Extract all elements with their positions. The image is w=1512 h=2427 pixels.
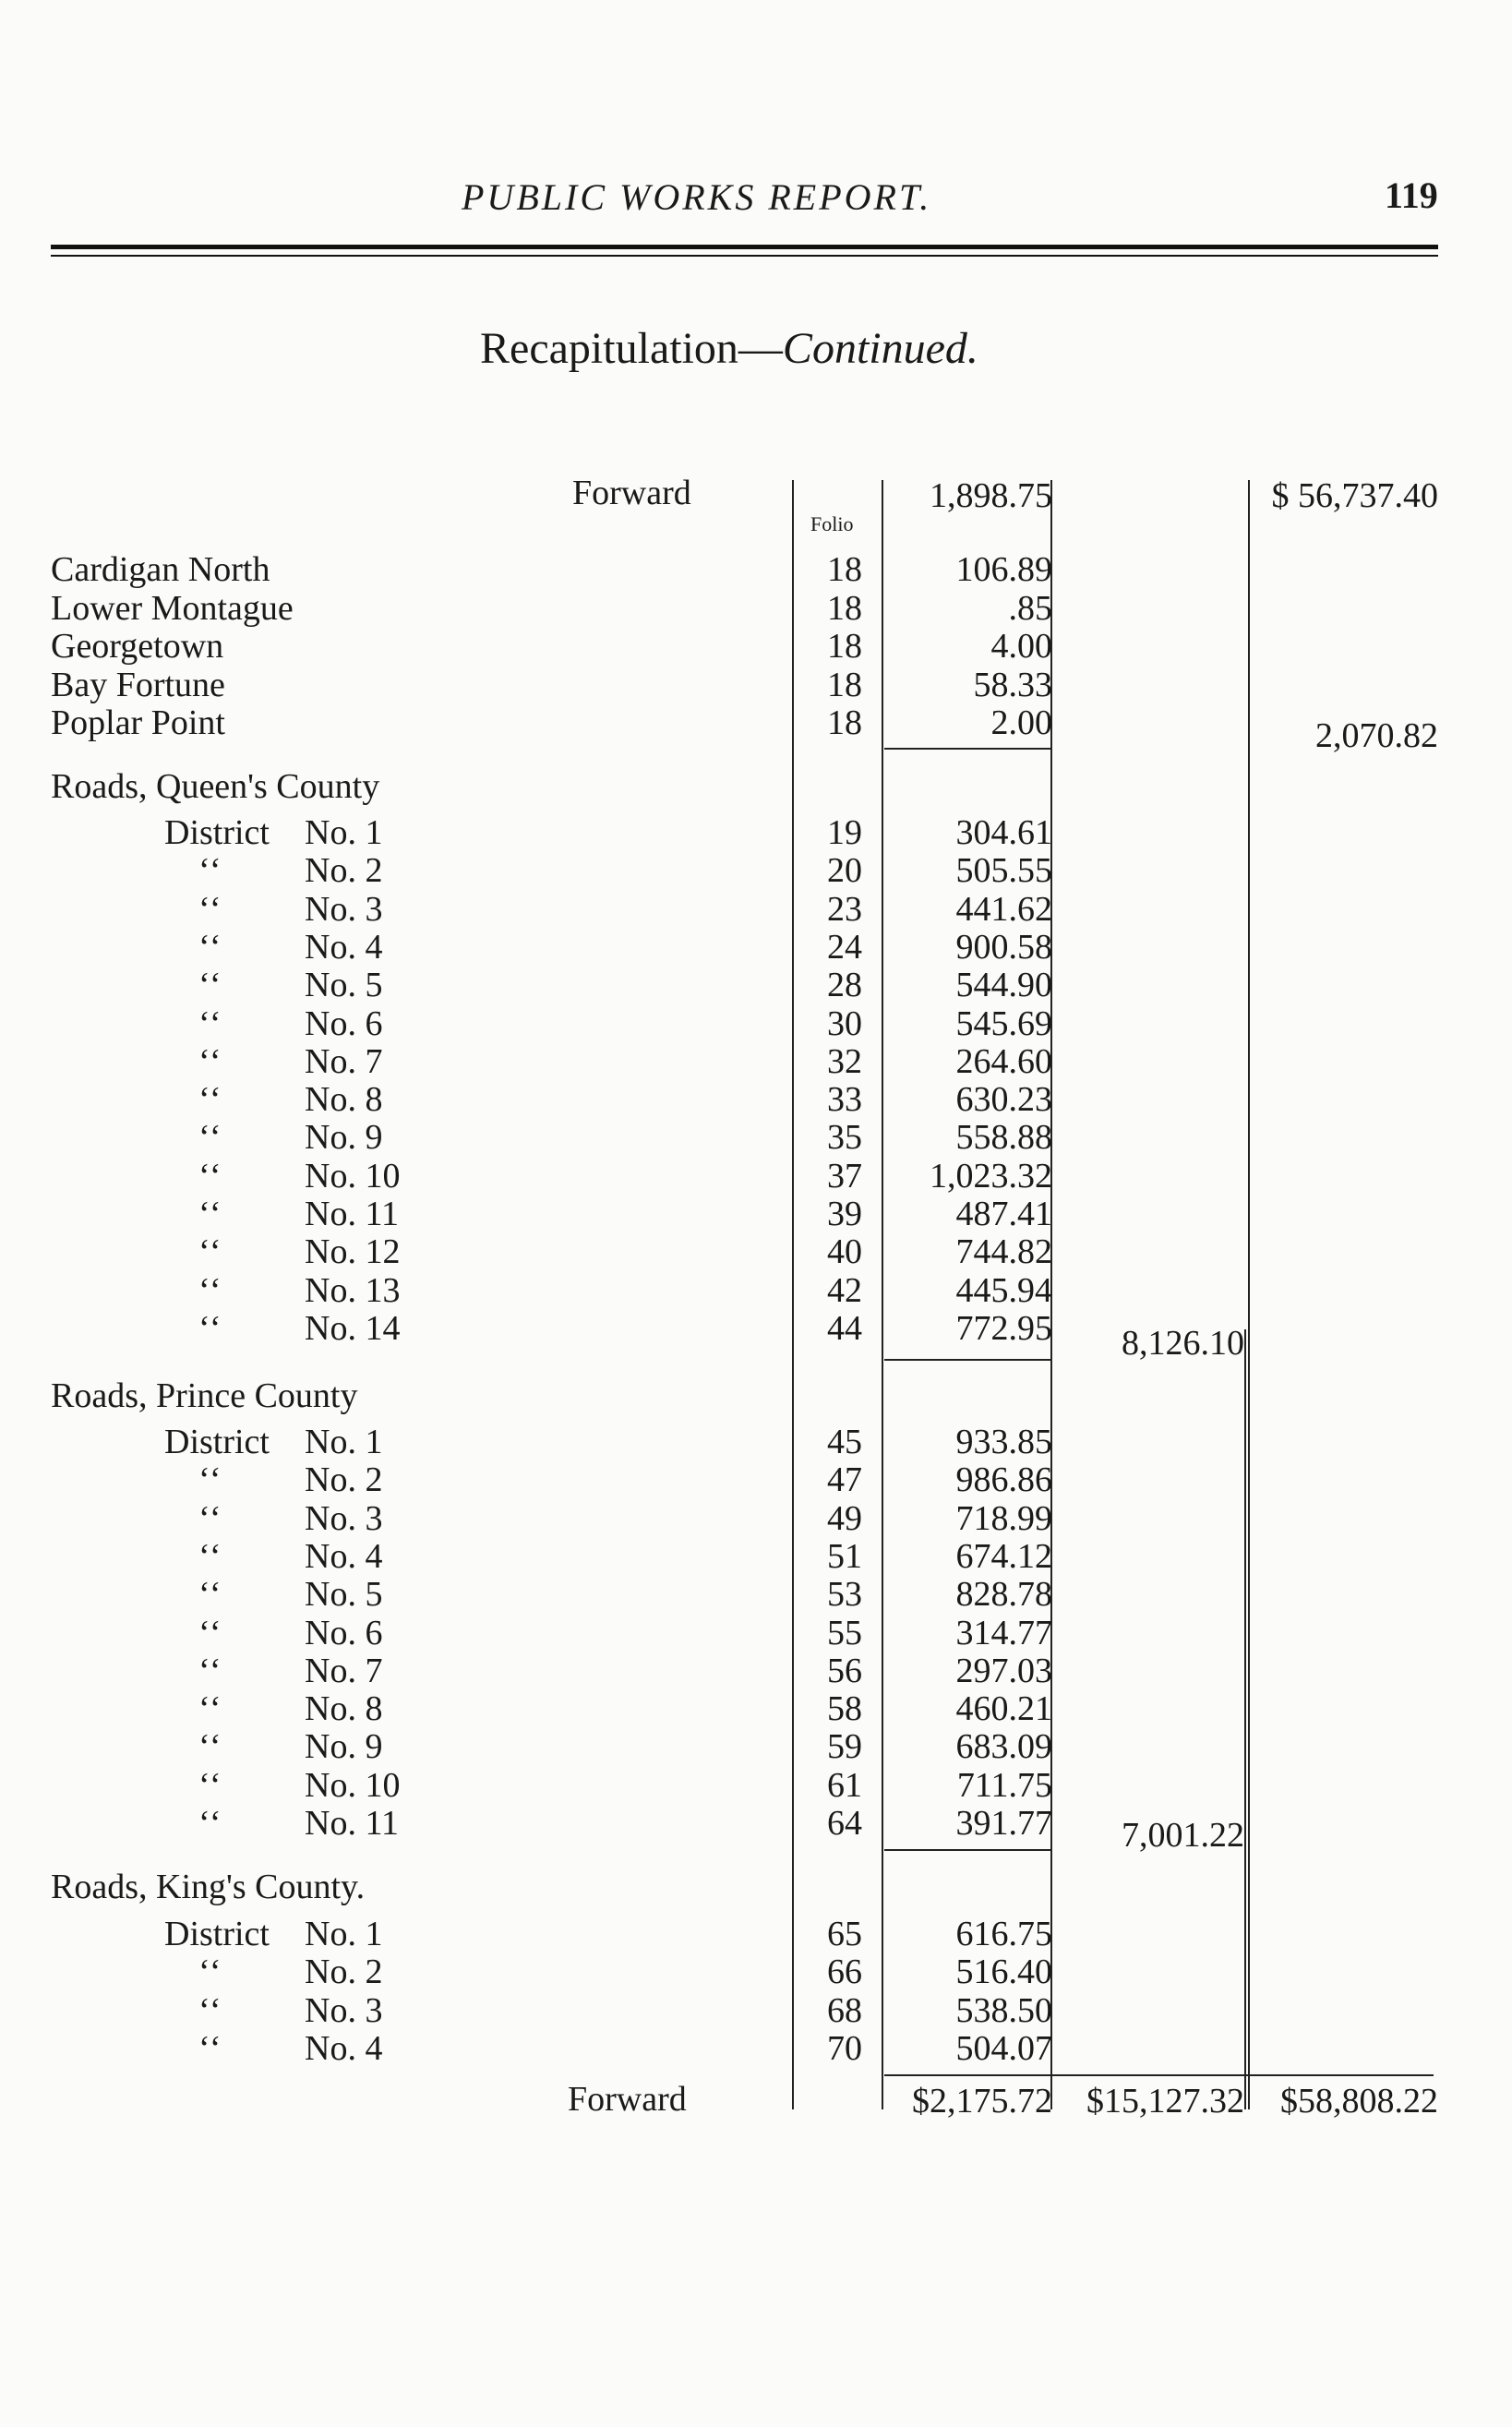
district-number: No. 1: [305, 1423, 383, 1461]
ditto-mark: ‘‘: [198, 1651, 223, 1690]
district-number: No. 10: [305, 1765, 401, 1805]
row-amount: 683.09: [955, 1727, 1052, 1767]
district-row: [0, 1613, 1512, 1652]
row-amount: 487.41: [955, 1195, 1052, 1233]
district-number: No. 5: [305, 966, 383, 1005]
ditto-mark: ‘‘: [198, 1232, 223, 1272]
forward-total-top: $ 56,737.40: [1271, 476, 1438, 515]
ditto-mark: ‘‘: [198, 851, 223, 891]
row-folio: 37: [827, 1156, 862, 1195]
district-number: No. 8: [305, 1080, 383, 1120]
district-row: [0, 1914, 1512, 1952]
row-folio: 20: [827, 851, 862, 891]
ditto-mark: ‘‘: [198, 1536, 223, 1576]
row-folio: 33: [827, 1080, 862, 1120]
row-folio: 18: [827, 703, 862, 742]
row-label: Poplar Point: [51, 703, 225, 742]
row-amount: 744.82: [955, 1232, 1052, 1272]
district-number: No. 4: [305, 2028, 383, 2068]
row-amount: 505.55: [955, 851, 1052, 891]
ditto-mark: ‘‘: [198, 1498, 223, 1538]
row-folio: 68: [827, 1990, 862, 2030]
district-number: No. 3: [305, 1990, 383, 2030]
district-row: [0, 1498, 1512, 1537]
row-folio: 18: [827, 665, 862, 704]
queens-county-heading: Roads, Queen's County: [51, 767, 380, 806]
district-number: No. 3: [305, 889, 383, 929]
prince-underline: [884, 1849, 1050, 1851]
ledger-row: [0, 665, 1512, 703]
row-folio: 30: [827, 1003, 862, 1043]
district-number: No. 9: [305, 1118, 383, 1158]
row-folio: 64: [827, 1804, 862, 1843]
row-amount: 391.77: [955, 1804, 1052, 1843]
row-amount: 711.75: [956, 1765, 1052, 1805]
district-number: No. 6: [305, 1613, 383, 1652]
section-title: [480, 323, 978, 374]
district-number: No. 14: [305, 1308, 401, 1348]
district-row: [0, 1765, 1512, 1804]
district-number: No. 2: [305, 851, 383, 891]
row-folio: 24: [827, 927, 862, 967]
row-amount: 441.62: [955, 889, 1052, 929]
queens-underline: [884, 1359, 1050, 1361]
row-amount: 4.00: [990, 627, 1052, 666]
row-amount: 538.50: [955, 1990, 1052, 2030]
kings-county-heading: Roads, King's County.: [51, 1868, 366, 1906]
row-folio: 18: [827, 627, 862, 666]
ledger-row: [0, 588, 1512, 627]
district-label: District: [164, 1423, 270, 1461]
ditto-mark: ‘‘: [198, 1727, 223, 1767]
row-amount: 460.21: [955, 1689, 1052, 1729]
district-row: [0, 1460, 1512, 1498]
row-folio: 65: [827, 1915, 862, 1953]
district-row: [0, 1156, 1512, 1195]
row-amount: 314.77: [955, 1613, 1052, 1652]
ditto-mark: ‘‘: [198, 1460, 223, 1500]
row-folio: 32: [827, 1041, 862, 1081]
row-folio: 53: [827, 1575, 862, 1615]
district-number: No. 8: [305, 1689, 383, 1729]
district-row: [0, 1041, 1512, 1080]
row-amount: 106.89: [955, 550, 1052, 589]
row-folio: 45: [827, 1423, 862, 1461]
row-folio: 70: [827, 2028, 862, 2068]
district-number: No. 9: [305, 1727, 383, 1767]
group1-total: 2,070.82: [1315, 716, 1438, 755]
row-label: Georgetown: [51, 627, 224, 666]
row-amount: 504.07: [955, 2028, 1052, 2068]
row-folio: 47: [827, 1460, 862, 1500]
row-label: Bay Fortune: [51, 665, 225, 704]
row-amount: 264.60: [955, 1041, 1052, 1081]
district-number: No. 1: [305, 813, 383, 852]
row-amount: 544.90: [955, 966, 1052, 1005]
ditto-mark: ‘‘: [198, 1118, 223, 1158]
district-row: [0, 1536, 1512, 1575]
district-row: [0, 1232, 1512, 1270]
district-number: No. 13: [305, 1270, 401, 1310]
row-folio: 18: [827, 550, 862, 589]
row-amount: 828.78: [955, 1575, 1052, 1615]
row-amount: 718.99: [955, 1498, 1052, 1538]
district-number: No. 7: [305, 1651, 383, 1690]
ditto-mark: ‘‘: [198, 1990, 223, 2030]
district-row: [0, 927, 1512, 966]
ditto-mark: ‘‘: [198, 1765, 223, 1805]
folio-header: Folio: [810, 512, 854, 535]
group1-underline: [884, 748, 1050, 750]
district-row: [0, 1726, 1512, 1765]
row-amount: 616.75: [955, 1915, 1052, 1953]
ditto-mark: ‘‘: [198, 1575, 223, 1615]
district-number: No. 2: [305, 1952, 383, 1992]
ditto-mark: ‘‘: [198, 1080, 223, 1120]
row-amount: 2.00: [990, 703, 1052, 742]
row-amount: 445.94: [955, 1270, 1052, 1310]
district-number: No. 3: [305, 1498, 383, 1538]
district-row: [0, 1079, 1512, 1118]
district-row: [0, 1308, 1512, 1347]
district-number: No. 4: [305, 1536, 383, 1576]
district-row: [0, 1270, 1512, 1309]
row-amount: 1,023.32: [930, 1156, 1052, 1195]
row-folio: 42: [827, 1270, 862, 1310]
row-amount: 297.03: [955, 1651, 1052, 1690]
section-title-main: Recapitulation—: [480, 324, 783, 373]
running-title: PUBLIC WORKS REPORT.: [462, 176, 932, 218]
header-rule-thick: [51, 245, 1438, 249]
row-amount: 630.23: [955, 1080, 1052, 1120]
ledger-row: [0, 703, 1512, 741]
forward-label-top: Forward: [572, 474, 691, 512]
ditto-mark: ‘‘: [198, 927, 223, 967]
district-number: No. 12: [305, 1232, 401, 1272]
row-folio: 56: [827, 1651, 862, 1690]
row-folio: 55: [827, 1613, 862, 1652]
row-folio: 19: [827, 813, 862, 852]
row-amount: 933.85: [955, 1423, 1052, 1461]
district-row: [0, 1194, 1512, 1232]
row-folio: 66: [827, 1952, 862, 1992]
row-amount: .85: [1008, 588, 1052, 628]
district-number: No. 1: [305, 1915, 383, 1953]
ditto-mark: ‘‘: [198, 1804, 223, 1843]
row-amount: 558.88: [955, 1118, 1052, 1158]
row-folio: 44: [827, 1308, 862, 1348]
row-folio: 59: [827, 1727, 862, 1767]
section-title-continued: Continued.: [782, 324, 978, 373]
row-amount: 674.12: [955, 1536, 1052, 1576]
district-number: No. 11: [305, 1195, 400, 1233]
row-label: Lower Montague: [51, 588, 294, 628]
district-number: No. 10: [305, 1156, 401, 1195]
ditto-mark: ‘‘: [198, 1270, 223, 1310]
row-amount: 58.33: [973, 665, 1052, 704]
prince-subtotal: 7,001.22: [1122, 1816, 1244, 1855]
ditto-mark: ‘‘: [198, 1952, 223, 1992]
row-amount: 900.58: [955, 927, 1052, 967]
district-number: No. 7: [305, 1041, 383, 1081]
district-number: No. 6: [305, 1003, 383, 1043]
district-label: District: [164, 1915, 270, 1953]
district-row: [0, 1117, 1512, 1156]
header-rule-thin: [51, 255, 1438, 257]
district-row: [0, 1422, 1512, 1460]
page-number: 119: [1385, 174, 1438, 216]
ditto-mark: ‘‘: [198, 889, 223, 929]
forward-bottom-rule: [884, 2074, 1434, 2076]
forward-amount-top: 1,898.75: [930, 476, 1052, 515]
ditto-mark: ‘‘: [198, 1003, 223, 1043]
district-row: [0, 1003, 1512, 1042]
queens-subtotal: 8,126.10: [1122, 1324, 1244, 1363]
row-folio: 35: [827, 1118, 862, 1158]
row-folio: 40: [827, 1232, 862, 1272]
forward-total-bottom: $58,808.22: [1280, 2082, 1438, 2121]
ditto-mark: ‘‘: [198, 1195, 223, 1233]
row-folio: 18: [827, 588, 862, 628]
ditto-mark: ‘‘: [198, 2028, 223, 2068]
row-folio: 58: [827, 1689, 862, 1729]
row-folio: 61: [827, 1765, 862, 1805]
ditto-mark: ‘‘: [198, 1689, 223, 1729]
ditto-mark: ‘‘: [198, 1308, 223, 1348]
district-row: [0, 2028, 1512, 2067]
row-amount: 304.61: [955, 813, 1052, 852]
ditto-mark: ‘‘: [198, 1613, 223, 1652]
district-row: [0, 889, 1512, 928]
ledger-row: [0, 549, 1512, 588]
row-amount: 545.69: [955, 1003, 1052, 1043]
ledger-row: [0, 626, 1512, 665]
district-row: [0, 965, 1512, 1003]
ditto-mark: ‘‘: [198, 1041, 223, 1081]
prince-county-heading: Roads, Prince County: [51, 1376, 358, 1415]
district-number: No. 5: [305, 1575, 383, 1615]
row-folio: 39: [827, 1195, 862, 1233]
district-row: [0, 1803, 1512, 1842]
forward-subtotal-bottom: $15,127.32: [1086, 2082, 1244, 2121]
district-number: No. 11: [305, 1804, 400, 1843]
district-row: [0, 1952, 1512, 1990]
row-folio: 28: [827, 966, 862, 1005]
district-label: District: [164, 813, 270, 852]
row-folio: 23: [827, 889, 862, 929]
row-folio: 51: [827, 1536, 862, 1576]
district-row: [0, 1574, 1512, 1613]
district-row: [0, 1688, 1512, 1727]
district-number: No. 2: [305, 1460, 383, 1500]
row-label: Cardigan North: [51, 550, 270, 589]
district-row: [0, 1651, 1512, 1689]
ditto-mark: ‘‘: [198, 1156, 223, 1195]
row-amount: 516.40: [955, 1952, 1052, 1992]
row-folio: 49: [827, 1498, 862, 1538]
row-amount: 772.95: [955, 1308, 1052, 1348]
district-number: No. 4: [305, 927, 383, 967]
row-amount: 986.86: [955, 1460, 1052, 1500]
district-row: [0, 1990, 1512, 2029]
ditto-mark: ‘‘: [198, 966, 223, 1005]
forward-amount-bottom: $2,175.72: [912, 2082, 1052, 2121]
district-row: [0, 850, 1512, 889]
district-row: [0, 812, 1512, 851]
forward-label-bottom: Forward: [568, 2080, 687, 2119]
